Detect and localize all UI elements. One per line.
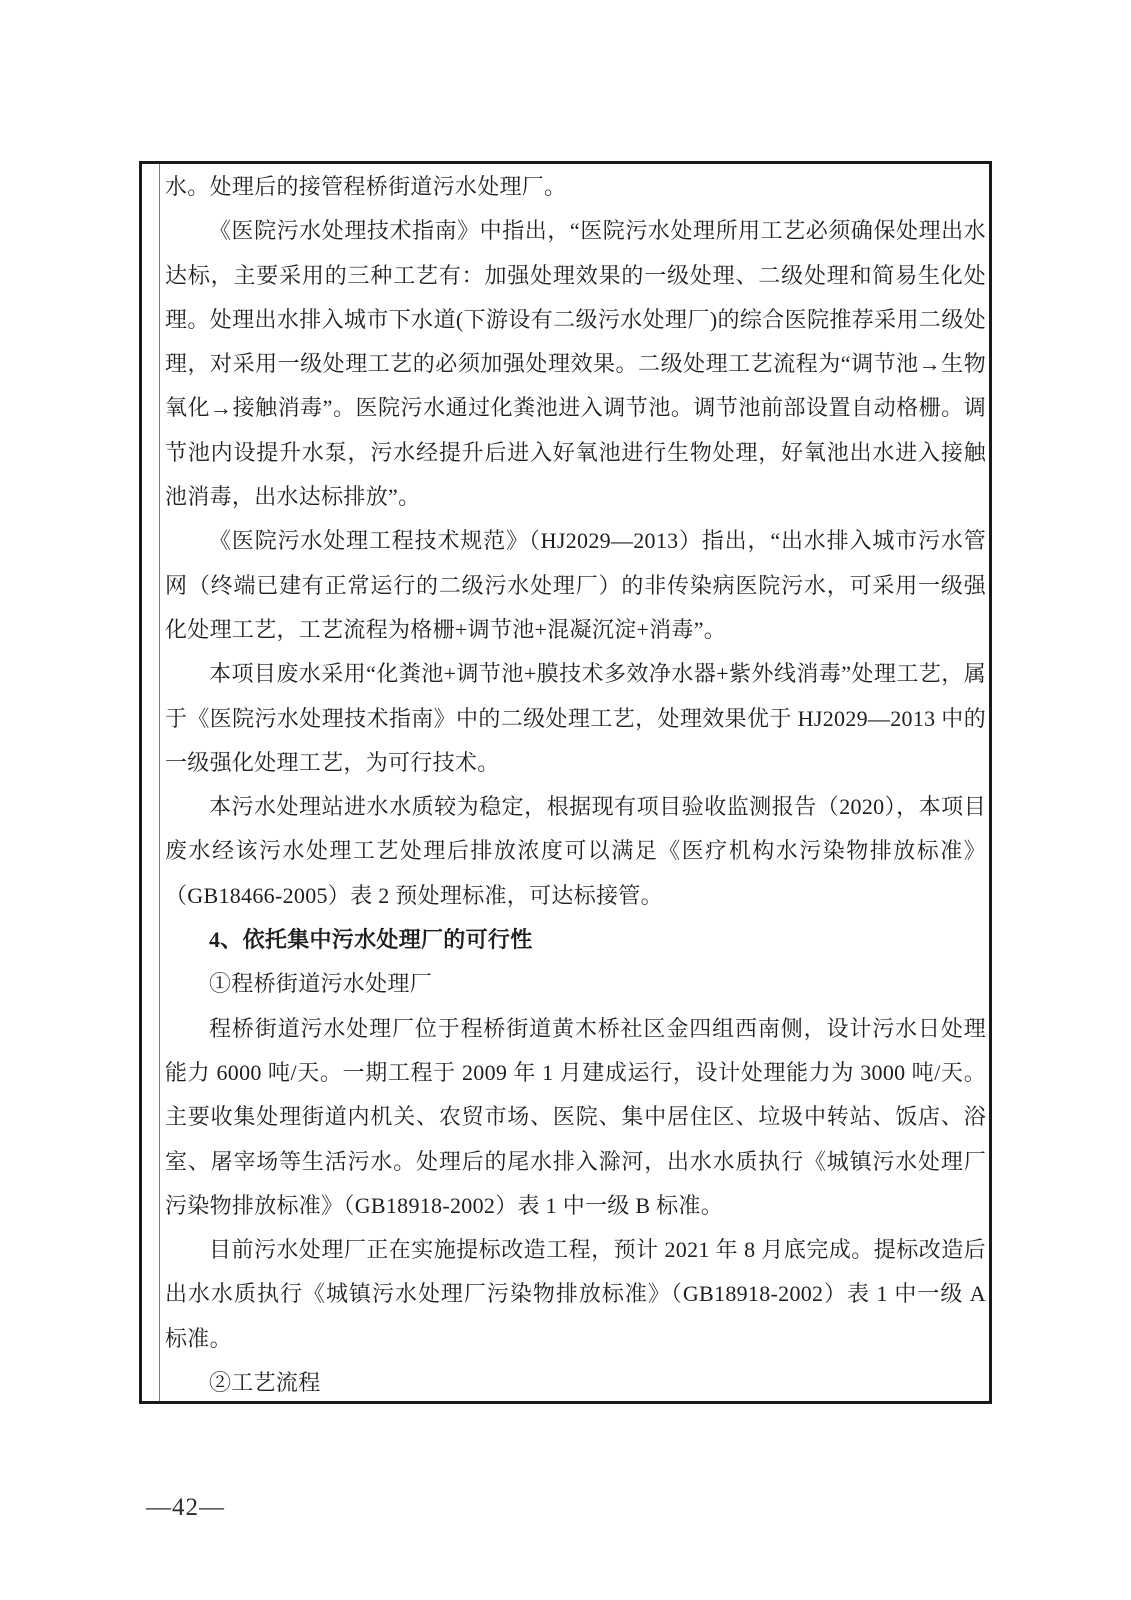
subheading-process-flow: ②工艺流程 [209, 1370, 321, 1396]
paragraph-hj2029-spec: 《医院污水处理工程技术规范》（HJ2029—2013）指出，“出水排入城市污水管网（终端已建有正常运行的二级污水处理厂）的非传染病医院污水，可采用一级强化处理工艺，工艺流程为格栅+调节池+混凝沉淀+消毒”。 [165, 528, 986, 642]
paragraph-upgrade-project: 目前污水处理厂正在实施提标改造工程，预计 2021 年 8 月底完成。提标改造后出水水质执行《城镇污水处理厂污染物排放标准》（GB18918-2002）表 1 中一级 A 标准。 [165, 1237, 986, 1351]
paragraph-hospital-guide: 《医院污水处理技术指南》中指出，“医院污水处理所用工艺必须确保处理出水达标，主要采用的三种工艺有：加强处理效果的一级处理、二级处理和简易生化处理。处理出水排入城市下水道(下游设有二级污水处理厂)的综合医院推荐采用二级处理，对采用一级处理工艺的必须加强处理效果。二级处理工艺流程为“调节池→生物氧化→接触消毒”。医院污水通过化粪池进入调节池。调节池前部设置自动格栅。调节池内设提升水泵，污水经提升后进入好氧池进行生物处理，好氧池出水进入接触池消毒，出水达标排放”。 [165, 218, 986, 510]
section-heading-feasibility: 4、依托集中污水处理厂的可行性 [209, 927, 533, 953]
table-cell-divider [159, 164, 160, 1401]
paragraph-project-process: 本项目废水采用“化粪池+调节池+膜技术多效净水器+紫外线消毒”处理工艺，属于《医院污水处理技术指南》中的二级处理工艺，处理效果优于 HJ2029—2013 中的一级强化处理工艺，为可行技术。 [165, 661, 986, 775]
subheading-plant-name: ①程桥街道污水处理厂 [209, 971, 433, 997]
paragraph-intake-quality: 本污水处理站进水水质较为稳定，根据现有项目验收监测报告（2020），本项目废水经该污水处理工艺处理后排放浓度可以满足《医疗机构水污染物排放标准》（GB18466-2005）表 2 预处理标准，可达标接管。 [165, 794, 986, 908]
paragraph-plant-description: 程桥街道污水处理厂位于程桥街道黄木桥社区金四组西南侧，设计污水日处理能力 6000 吨/天。一期工程于 2009 年 1 月建成运行，设计处理能力为 3000 吨/天。主要收集处理街道内机关、农贸市场、医院、集中居住区、垃圾中转站、饭店、浴室、屠宰场等生活污水。处理后的尾水排入滁河，出水水质执行《城镇污水处理厂污染物排放标准》（GB18918-2002）表 1 中一级 B 标准。 [165, 1015, 986, 1218]
document-body-text [165, 165, 986, 1400]
paragraph-continuation: 水。处理后的接管程桥街道污水处理厂。 [165, 174, 567, 199]
content-table-cell [139, 161, 992, 1404]
page-number: —42— [146, 1494, 225, 1521]
